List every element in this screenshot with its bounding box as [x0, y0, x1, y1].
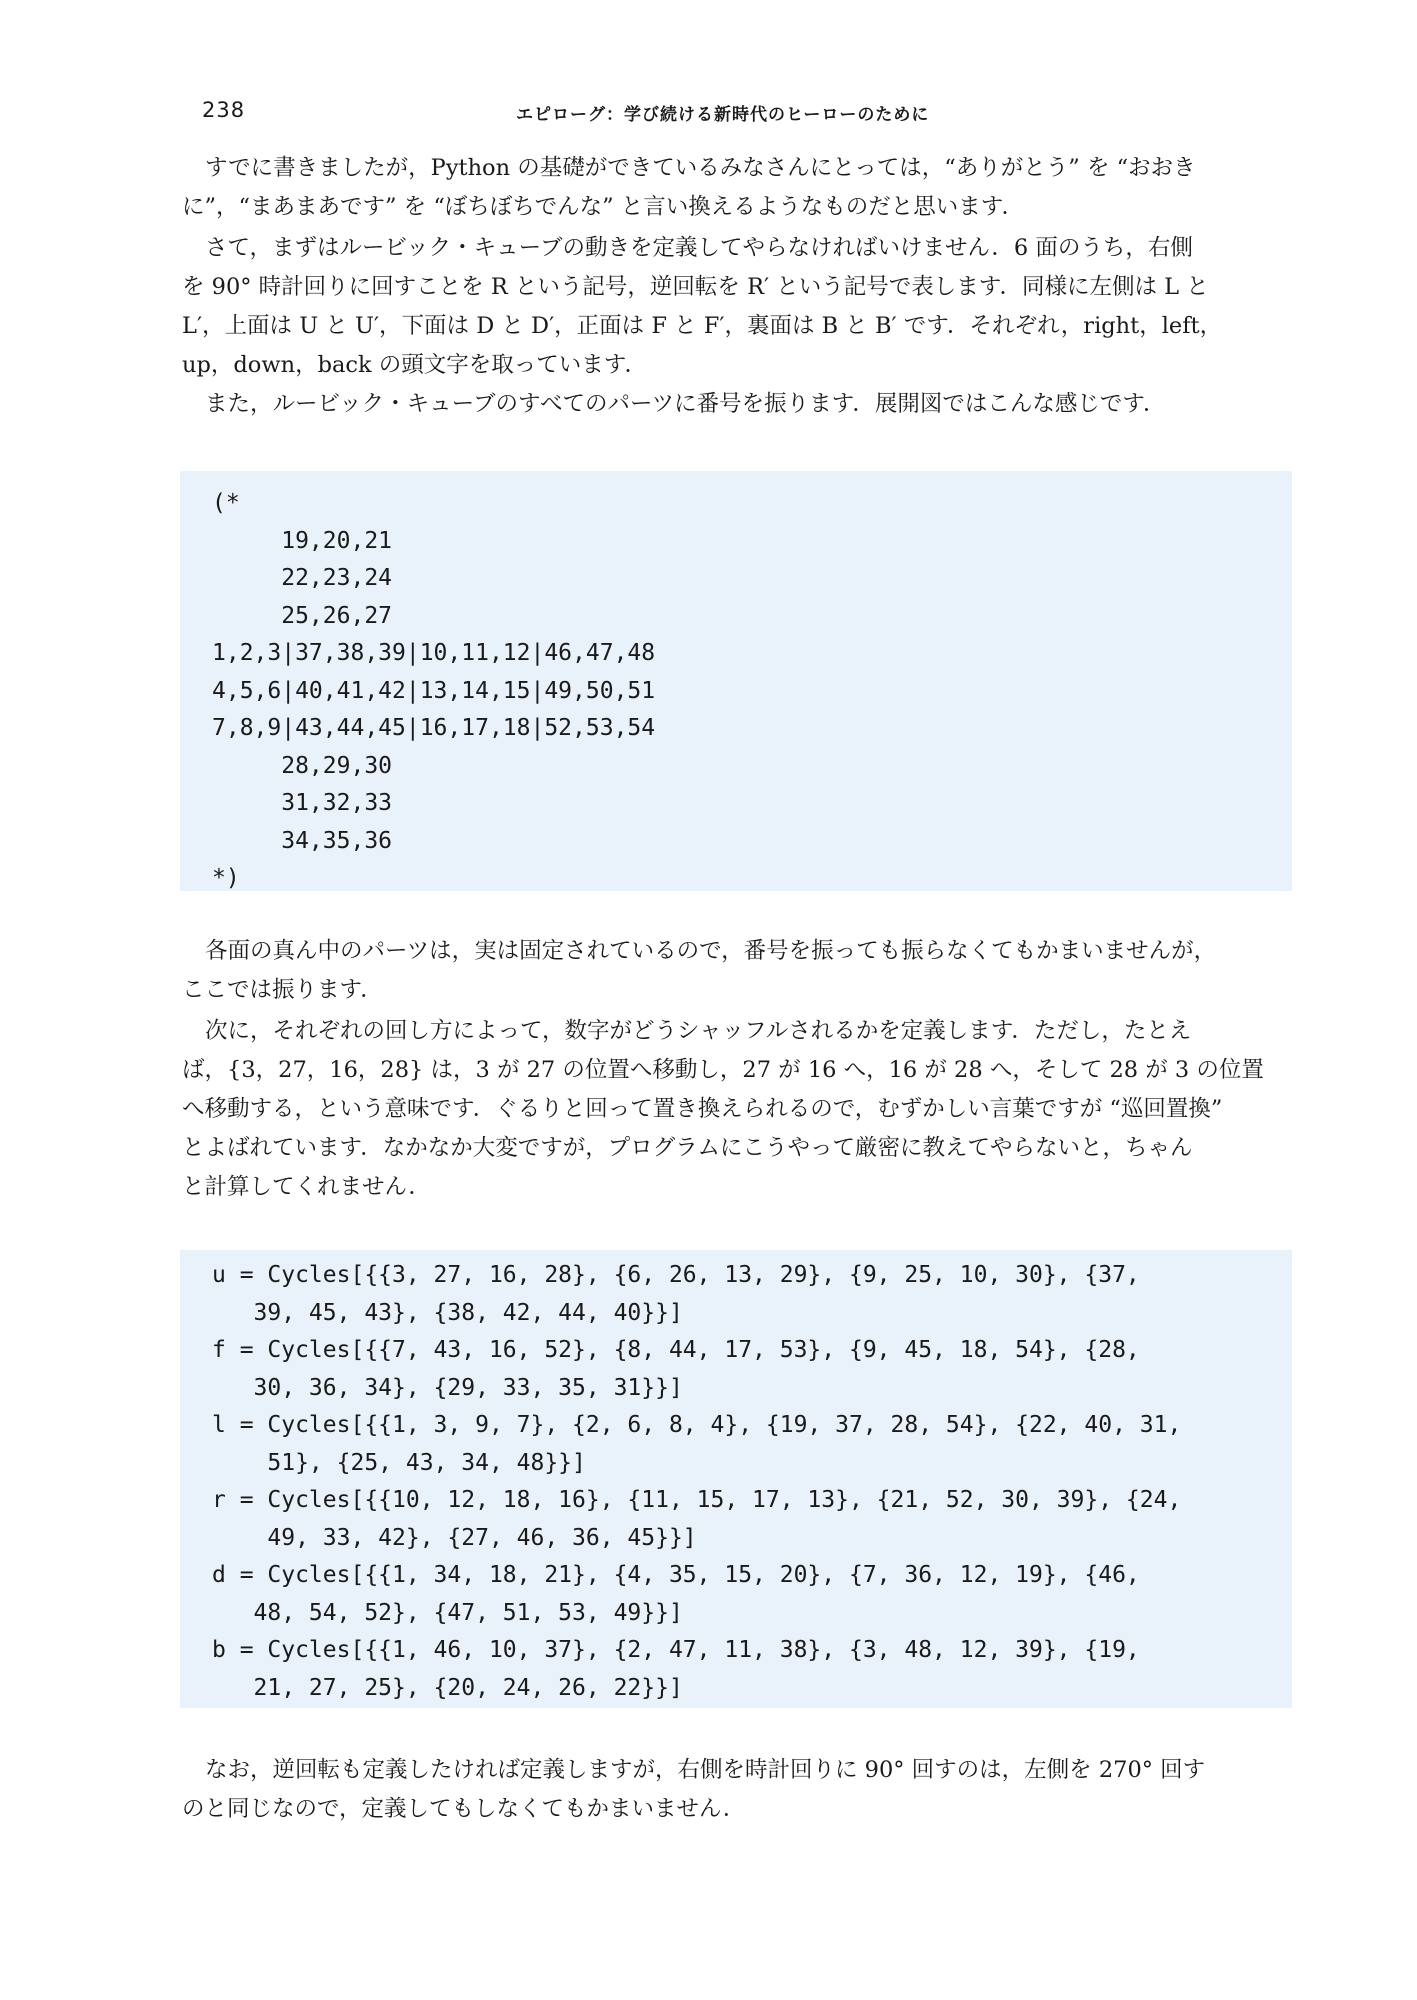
text-line: ここでは振ります．	[182, 977, 383, 1003]
code-block-cycles	[180, 1250, 1292, 1708]
paragraph-center-pieces	[182, 932, 1292, 1010]
code-line: d = Cycles[{{1, 34, 18, 21}, {4, 35, 15, 20}, {7, 36, 12, 19}, {46,	[212, 1562, 1140, 1588]
text-line: up，down，back の頭文字を取っています．	[182, 352, 647, 378]
code-line: 48, 54, 52}, {47, 51, 53, 49}}]	[212, 1599, 683, 1626]
code-line: 51}, {25, 43, 34, 48}}]	[212, 1449, 586, 1476]
text-line: すでに書きましたが，Python の基礎ができているみなさんにとっては，“ありがとう” を “おおき	[205, 155, 1196, 181]
text-line: 次に，それぞれの回し方によって，数字がどうシャッフルされるかを定義します．ただし，たとえ	[205, 1018, 1192, 1044]
code-cube-net	[180, 471, 1292, 898]
text-line: L′，上面は U と U′，下面は D と D′，正面は F と F′，裏面は B と B′ です．それぞれ，right，left，	[182, 313, 1223, 339]
paragraph-numbering-intro	[182, 385, 1292, 424]
code-line: 34,35,36	[212, 827, 393, 854]
text-line: なお，逆回転も定義したければ定義しますが，右側を時計回りに 90° 回すのは，左側を 270° 回す	[205, 1757, 1206, 1783]
code-line: 28,29,30	[212, 752, 393, 779]
code-line: 4,5,6|40,41,42|13,14,15|49,50,51	[212, 677, 656, 704]
text-line: 各面の真ん中のパーツは，実は固定されているので，番号を振っても振らなくてもかまいませんが，	[205, 938, 1217, 964]
text-line: また，ルービック・キューブのすべてのパーツに番号を振ります．展開図ではこんな感じです．	[205, 391, 1166, 417]
text-line: さて，まずはルービック・キューブの動きを定義してやらなければいけません．6 面のうち，右側	[205, 235, 1193, 261]
code-line: (*	[212, 490, 240, 516]
code-block-cube-net	[180, 471, 1292, 891]
text-line: を 90° 時計回りに回すことを R という記号，逆回転を R′ という記号で表します．同様に左側は L と	[182, 274, 1209, 300]
code-line: 30, 36, 34}, {29, 33, 35, 31}}]	[212, 1374, 683, 1401]
paragraph-python-analogy	[182, 149, 1292, 227]
code-line: l = Cycles[{{1, 3, 9, 7}, {2, 6, 8, 4}, {19, 37, 28, 54}, {22, 40, 31,	[212, 1412, 1182, 1438]
code-line: 21, 27, 25}, {20, 24, 26, 22}}]	[212, 1674, 683, 1701]
paragraph-cyclic-permutation	[182, 1012, 1292, 1207]
code-line: 19,20,21	[212, 527, 393, 554]
code-line: 1,2,3|37,38,39|10,11,12|46,47,48	[212, 640, 656, 666]
code-line: 31,32,33	[212, 790, 393, 816]
text-line: へ移動する，という意味です．ぐるりと回って置き換えられるので，むずかしい言葉ですが “巡回置換”	[182, 1096, 1223, 1122]
code-line: 25,26,27	[212, 602, 393, 629]
code-cycles	[180, 1250, 1292, 1707]
text-line: に”，“まあまあです” を “ぼちぼちでんな” と言い換えるようなものだと思います．	[182, 194, 1024, 220]
text-line: ば，{3，27，16，28} は，3 が 27 の位置へ移動し，27 が 16 へ，16 が 28 へ，そして 28 が 3 の位置	[182, 1057, 1264, 1083]
code-line: 22,23,24	[212, 565, 393, 591]
paragraph-move-notation	[182, 229, 1292, 385]
code-line: r = Cycles[{{10, 12, 18, 16}, {11, 15, 17, 13}, {21, 52, 30, 39}, {24,	[212, 1487, 1182, 1513]
code-line: b = Cycles[{{1, 46, 10, 37}, {2, 47, 11, 38}, {3, 48, 12, 39}, {19,	[212, 1637, 1140, 1663]
paragraph-inverse-rotation	[182, 1751, 1292, 1829]
page-number: 238	[202, 98, 246, 122]
code-line: 39, 45, 43}, {38, 42, 44, 40}}]	[212, 1299, 683, 1326]
text-line: と計算してくれません．	[182, 1174, 431, 1200]
code-line: *)	[212, 865, 240, 891]
text-line: のと同じなので，定義してもしなくてもかまいません．	[182, 1796, 746, 1822]
code-line: 7,8,9|43,44,45|16,17,18|52,53,54	[212, 715, 656, 741]
running-head: エピローグ：学び続ける新時代のヒーローのために	[516, 105, 930, 125]
code-line: f = Cycles[{{7, 43, 16, 52}, {8, 44, 17, 53}, {9, 45, 18, 54}, {28,	[212, 1337, 1140, 1363]
text-line: とよばれています．なかなか大変ですが，プログラムにこうやって厳密に教えてやらないと，ちゃん	[182, 1135, 1193, 1161]
code-line: u = Cycles[{{3, 27, 16, 28}, {6, 26, 13, 29}, {9, 25, 10, 30}, {37,	[212, 1262, 1140, 1288]
code-line: 49, 33, 42}, {27, 46, 36, 45}}]	[212, 1524, 697, 1551]
